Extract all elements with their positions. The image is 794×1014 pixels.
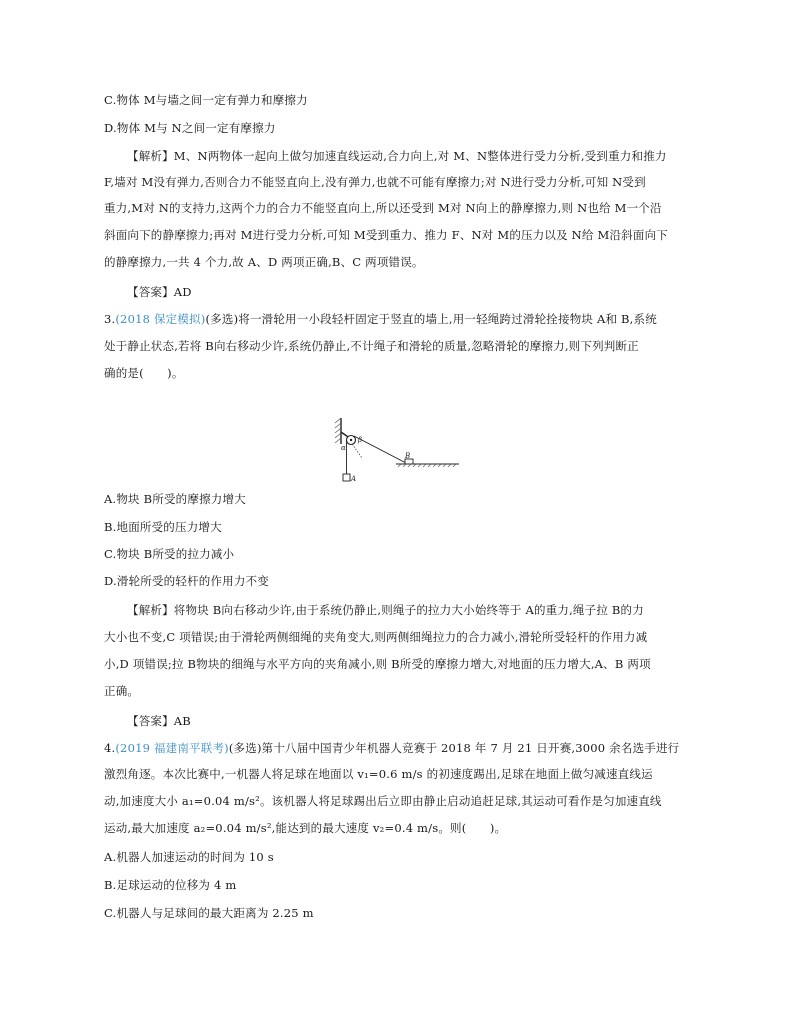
option-d: D.滑轮所受的轻杆的作用力不变 bbox=[104, 574, 269, 588]
pulley-diagram bbox=[332, 418, 462, 484]
option-b: B.地面所受的压力增大 bbox=[104, 520, 222, 534]
label-B: B bbox=[405, 452, 411, 460]
option-d: D.物体 M与 N之间一定有摩擦力 bbox=[104, 121, 276, 135]
question-text: 激烈角逐。本次比赛中,一机器人将足球在地面以 v₁=0.6 m/s 的初速度踢出,足球在地面上做匀减速直线运 bbox=[104, 767, 653, 781]
question-text: 处于静止状态,若将 B向右移动少许,系统仍静止,不计绳子和滑轮的质量,忽略滑轮的摩擦力,则下列判断正 bbox=[104, 339, 639, 353]
label-A: A bbox=[351, 475, 357, 483]
question-text: (多选)将一滑轮用一小段轻杆固定于竖直的墙上,用一轻绳跨过滑轮拴接物块 A和 B,系统 bbox=[205, 312, 657, 326]
analysis-line: 重力,M对 N的支持力,这两个力的合力不能竖直向上,所以还受到 M对 N向上的静摩擦力,则 N也给 M一个沿 bbox=[104, 201, 662, 215]
question-source: (2019 福建南平联考) bbox=[115, 741, 229, 755]
label-beta: β bbox=[358, 436, 363, 444]
option-c: C.物体 M与墙之间一定有弹力和摩擦力 bbox=[104, 93, 308, 107]
question-text: (多选)第十八届中国青少年机器人竞赛于 2018 年 7 月 21 日开赛,3000 余名选手进行 bbox=[228, 741, 680, 755]
analysis-line: 的静摩擦力,一共 4 个力,故 A、D 两项正确,B、C 两项错误。 bbox=[104, 255, 424, 269]
option-b: B.足球运动的位移为 4 m bbox=[104, 878, 237, 892]
question-stem bbox=[104, 740, 679, 756]
question-source: (2018 保定模拟) bbox=[115, 312, 206, 326]
option-a: A.物块 B所受的摩擦力增大 bbox=[104, 492, 246, 506]
answer: 【答案】AB bbox=[127, 714, 191, 728]
analysis-line: 【解析】M、N两物体一起向上做匀加速直线运动,合力向上,对 M、N整体进行受力分析,受到重力和推力 bbox=[127, 149, 667, 163]
question-number: 4. bbox=[104, 741, 116, 755]
label-alpha: α bbox=[341, 444, 346, 452]
analysis-line: 正确。 bbox=[104, 684, 140, 698]
option-c: C.机器人与足球间的最大距离为 2.25 m bbox=[104, 906, 314, 920]
option-c: C.物块 B所受的拉力减小 bbox=[104, 547, 235, 561]
analysis-line: 小,D 项错误;拉 B物块的细绳与水平方向的夹角减小,则 B所受的摩擦力增大,对地面的压力增大,A、B 两项 bbox=[104, 657, 651, 671]
question-stem bbox=[104, 311, 657, 327]
analysis-line: 斜面向下的静摩擦力;再对 M进行受力分析,可知 M受到重力、推力 F、N对 M的压力以及 N给 M沿斜面向下 bbox=[104, 228, 668, 242]
question-number: 3. bbox=[104, 312, 116, 326]
analysis-line: 大小也不变,C 项错误;由于滑轮两侧细绳的夹角变大,则两侧细绳拉力的合力减小,滑轮所受轻杆的作用力减 bbox=[104, 630, 648, 644]
analysis-line: F,墙对 M没有弹力,否则合力不能竖直向上,没有弹力,也就不可能有摩擦力;对 N进行受力分析,可知 N受到 bbox=[104, 175, 646, 189]
question-text: 运动,最大加速度 a₂=0.04 m/s²,能达到的最大速度 v₂=0.4 m/s。则( )。 bbox=[104, 821, 507, 835]
answer: 【答案】AD bbox=[127, 285, 192, 299]
question-text: 确的是( )。 bbox=[104, 366, 184, 380]
analysis-line: 【解析】将物块 B向右移动少许,由于系统仍静止,则绳子的拉力大小始终等于 A的重力,绳子拉 B的力 bbox=[127, 603, 644, 617]
question-text: 动,加速度大小 a₁=0.04 m/s²。该机器人将足球踢出后立即由静止启动追赶足球,其运动可看作是匀加速直线 bbox=[104, 794, 662, 808]
option-a: A.机器人加速运动的时间为 10 s bbox=[104, 850, 274, 864]
